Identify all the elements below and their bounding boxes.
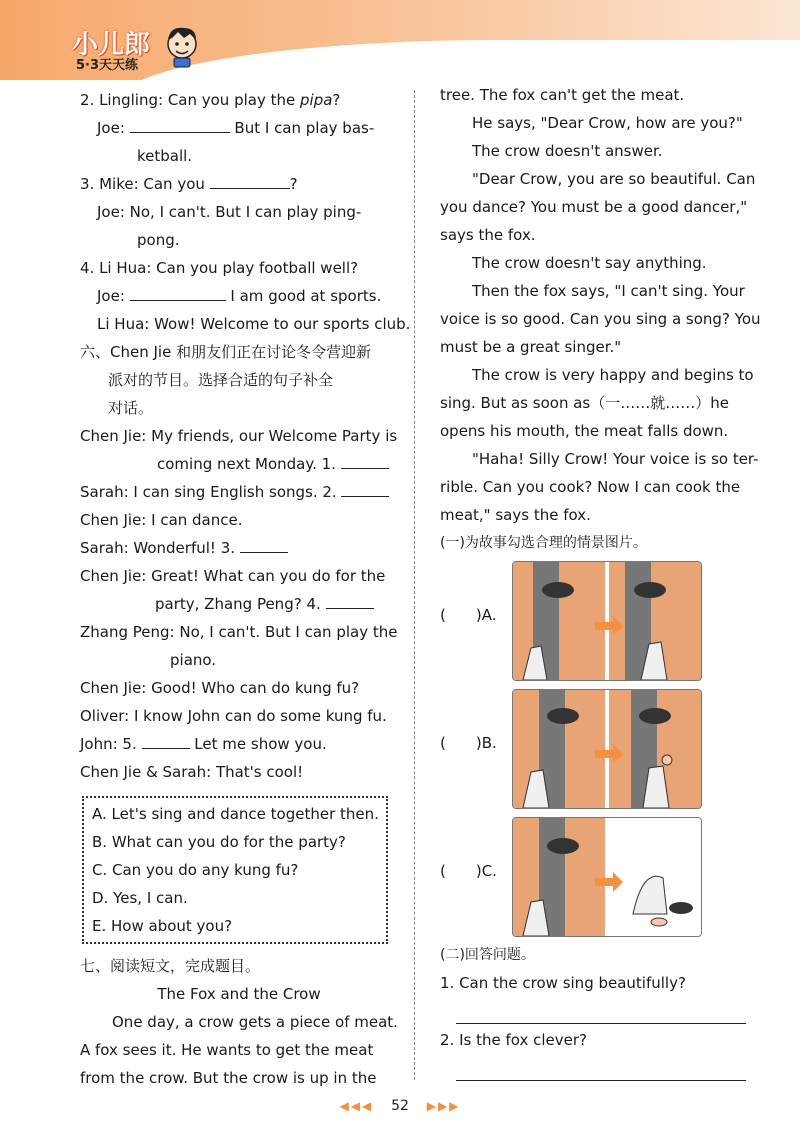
option-b: B. What can you do for the party?: [92, 833, 346, 851]
q2-blank[interactable]: [130, 116, 230, 133]
page-number: 52: [391, 1098, 409, 1114]
story-line-12: voice is so good. Can you sing a song? You: [440, 310, 761, 328]
story-line-5: He says, "Dear Crow, how are you?": [472, 114, 743, 132]
choice-c-checkbox[interactable]: ( )C.: [440, 862, 497, 880]
story-line-10: The crow doesn't say anything.: [472, 254, 707, 272]
right-column: [440, 81, 761, 1081]
crow-icon: [639, 708, 671, 724]
picture-row-a: [440, 557, 755, 685]
picture-row-c: [440, 813, 755, 941]
story-line-16: opens his mouth, the meat falls down.: [440, 422, 729, 440]
dialog-line-3: Chen Jie: I can dance.: [80, 511, 243, 529]
scene-picture-b: [512, 689, 702, 809]
story-line-19: meat," says the fox.: [440, 506, 591, 524]
q4-blank[interactable]: [130, 284, 226, 301]
mascot-boy-icon: [162, 22, 202, 68]
story-line-8: you dance? You must be a good dancer,": [440, 198, 748, 216]
scene-a-illustration: [513, 562, 701, 680]
dialog-line-8: Oliver: I know John can do some kung fu.: [80, 707, 387, 725]
dialog-line-4: Sarah: Wonderful! 3.: [80, 534, 398, 562]
scene-picture-c: [512, 817, 702, 937]
answer-line-1[interactable]: [456, 997, 746, 1024]
section6-title: 六、Chen Jie 和朋友们正在讨论冬令营迎新: [80, 343, 372, 361]
dialog-line-6b: piano.: [170, 651, 217, 669]
q3-answer: Joe: No, I can't. But I can play ping-: [97, 203, 362, 221]
dialog-line-1: Chen Jie: My friends, our Welcome Party is: [80, 427, 398, 445]
scene-b-illustration: [513, 690, 701, 808]
brand-logo: 小儿郎: [72, 30, 151, 60]
dialog-blank-1[interactable]: [341, 452, 389, 469]
crow-icon: [669, 902, 693, 914]
dialog-line-2: Sarah: I can sing English songs. 2.: [80, 478, 398, 506]
story-line-6: The crow doesn't answer.: [472, 142, 663, 160]
option-d: D. Yes, I can.: [92, 889, 188, 907]
story-line-11: Then the fox says, "I can't sing. Your: [472, 282, 745, 300]
brand-sublogo: 5·3天天练: [76, 58, 139, 73]
dialog-line-7: Chen Jie: Good! Who can do kung fu?: [80, 679, 360, 697]
q2-answer-cont: ketball.: [137, 147, 193, 165]
q4-question: 4. Li Hua: Can you play football well?: [80, 259, 359, 277]
dialog-line-1b: coming next Monday. 1.: [80, 450, 398, 478]
dialog-line-6: Zhang Peng: No, I can't. But I can play the: [80, 623, 398, 641]
q3-answer-cont: pong.: [137, 231, 180, 249]
story-line-18: rible. Can you cook? Now I can cook the: [440, 478, 741, 496]
crow-icon: [542, 582, 574, 598]
crow-icon: [547, 838, 579, 854]
part2-title: (二)回答问题。: [440, 947, 535, 963]
column-divider: [414, 90, 415, 1080]
dialog-line-9: John: 5. Let me show you.: [80, 730, 398, 758]
story-line-2: A fox sees it. He wants to get the meat: [80, 1041, 374, 1059]
options-box: [82, 796, 388, 944]
story-line-14: The crow is very happy and begins to: [472, 366, 754, 384]
dialog-blank-4[interactable]: [326, 592, 374, 609]
choice-a-checkbox[interactable]: ( )A.: [440, 606, 497, 624]
q2-answer: Joe: But I can play bas-: [80, 114, 398, 142]
section6-title-2: 派对的节目。选择合适的句子补全: [108, 371, 334, 389]
dialog-line-5b: party, Zhang Peng? 4.: [80, 590, 398, 618]
picture-row-b: [440, 685, 755, 813]
dialog-line-10: Chen Jie & Sarah: That's cool!: [80, 763, 304, 781]
q2-question: 2. Lingling: Can you play the pipa?: [80, 91, 341, 109]
q3-question: 3. Mike: Can you ?: [80, 170, 398, 198]
dialog-blank-3[interactable]: [240, 536, 288, 553]
story-line-3: from the crow. But the crow is up in the: [80, 1069, 377, 1087]
part1-title: (一)为故事勾选合理的情景图片。: [440, 535, 647, 551]
left-column: [80, 86, 411, 1092]
story-title: The Fox and the Crow: [157, 985, 321, 1003]
choice-b-checkbox[interactable]: ( )B.: [440, 734, 497, 752]
section7-title: 七、阅读短文，完成题目。: [80, 957, 261, 975]
story-line-7: "Dear Crow, you are so beautiful. Can: [472, 170, 756, 188]
crow-icon: [547, 708, 579, 724]
dialog-blank-5[interactable]: [142, 732, 190, 749]
prev-arrows-icon: ◀◀◀: [339, 1099, 374, 1113]
story-line-4: tree. The fox can't get the meat.: [440, 86, 685, 104]
scene-picture-a: [512, 561, 702, 681]
story-line-1: One day, a crow gets a piece of meat.: [112, 1013, 398, 1031]
scene-c-illustration: [513, 818, 701, 936]
crow-icon: [634, 582, 666, 598]
option-a: A. Let's sing and dance together then.: [92, 805, 379, 823]
answer-question-1: 1. Can the crow sing beautifully?: [440, 974, 686, 992]
story-line-9: says the fox.: [440, 226, 536, 244]
q4-reply: Li Hua: Wow! Welcome to our sports club.: [97, 315, 411, 333]
answer-question-2: 2. Is the fox clever?: [440, 1031, 587, 1049]
story-line-17: "Haha! Silly Crow! Your voice is so ter-: [472, 450, 759, 468]
page-footer: [0, 1098, 800, 1114]
dialog-line-5: Chen Jie: Great! What can you do for the: [80, 567, 386, 585]
answer-line-2[interactable]: [456, 1054, 746, 1081]
option-c: C. Can you do any kung fu?: [92, 861, 299, 879]
q4-answer: Joe: I am good at sports.: [80, 282, 398, 310]
section6-title-3: 对话。: [108, 399, 154, 417]
dialog-blank-2[interactable]: [341, 480, 389, 497]
q3-blank[interactable]: [210, 172, 290, 189]
next-arrows-icon: ▶▶▶: [426, 1099, 461, 1113]
story-line-15: sing. But as soon as（一……就……）he: [440, 394, 729, 412]
option-e: E. How about you?: [92, 917, 233, 935]
story-line-13: must be a great singer.": [440, 338, 622, 356]
